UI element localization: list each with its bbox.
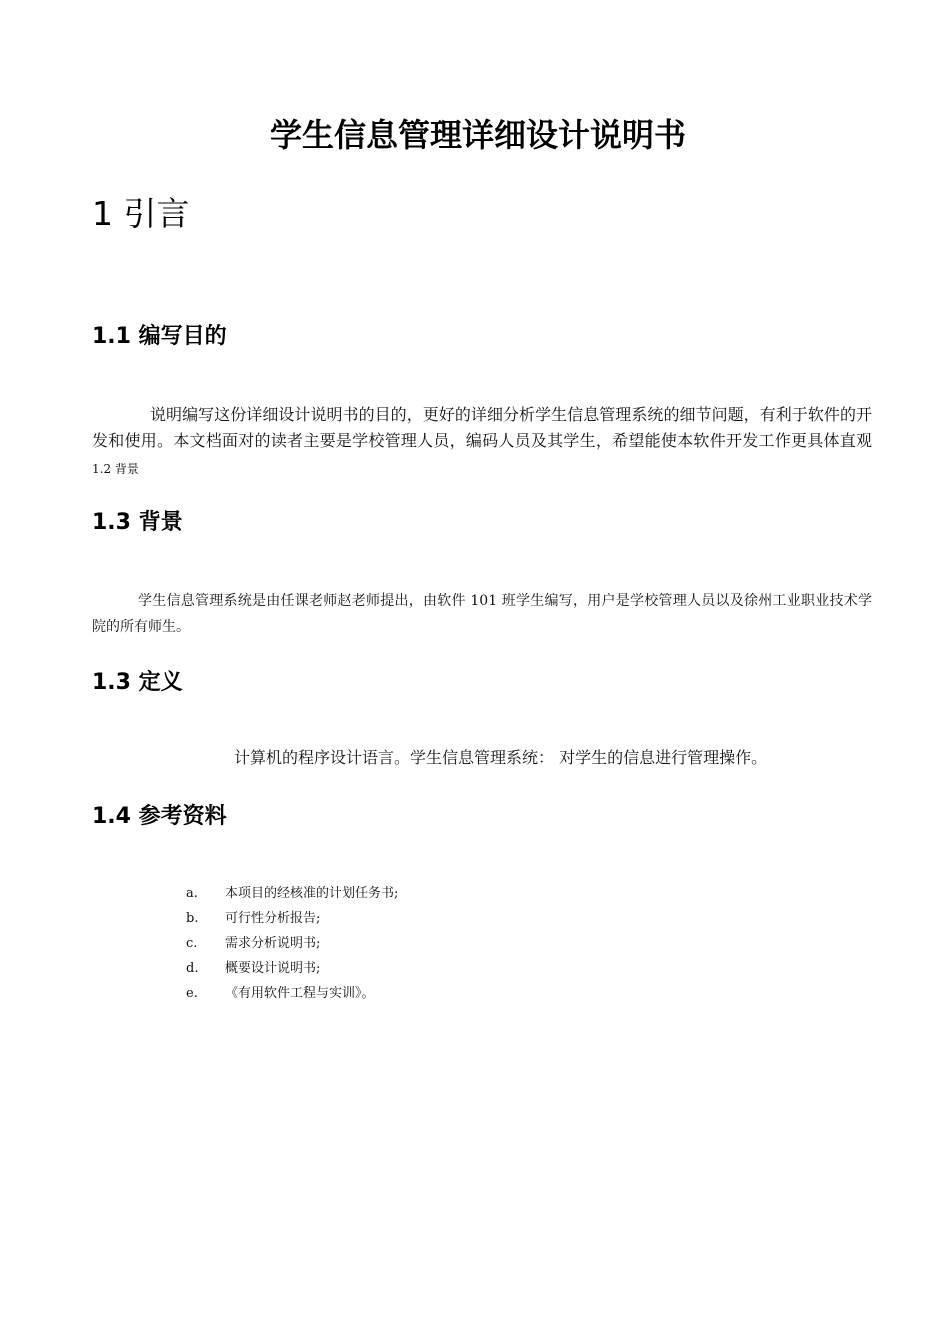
chapter-heading-introduction: 1 引言 xyxy=(92,194,190,233)
section-heading-purpose: 1.1 编写目的 xyxy=(92,324,227,349)
list-marker: c. xyxy=(186,936,198,951)
list-item-text: 可行性分析报告; xyxy=(225,911,321,926)
list-item-text: 需求分析说明书; xyxy=(225,936,321,951)
purpose-paragraph xyxy=(92,402,872,482)
list-marker: b. xyxy=(186,911,199,926)
section-heading-definition: 1.3 定义 xyxy=(92,670,183,695)
purpose-inline-subheading: 1.2 背景 xyxy=(92,462,139,476)
list-item-text: 本项目的经核准的计划任务书; xyxy=(225,886,399,901)
list-item-text: 《有用软件工程与实训》。 xyxy=(225,986,375,1001)
list-item xyxy=(186,956,398,981)
background-paragraph: 学生信息管理系统是由任课老师赵老师提出，由软件 101 班学生编写，用户是学校管理人员以及徐州工业职业技术学院的所有师生。 xyxy=(92,593,872,635)
list-item xyxy=(186,981,398,1006)
list-item-text: 概要设计说明书; xyxy=(225,961,321,976)
list-marker: d. xyxy=(186,961,199,976)
definition-paragraph: 计算机的程序设计语言。学生信息管理系统： 对学生的信息进行管理操作。 xyxy=(234,748,768,767)
purpose-text: 说明编写这份详细设计说明书的目的，更好的详细分析学生信息管理系统的细节问题，有利于软件的开发和使用。本文档面对的读者主要是学校管理人员，编码人员及其学生，希望能使本软件开发工作更具体直观 xyxy=(92,405,872,450)
document-title: 学生信息管理详细设计说明书 xyxy=(269,116,686,154)
section-heading-background: 1.3 背景 xyxy=(92,510,183,535)
list-item xyxy=(186,906,398,931)
section-heading-references: 1.4 参考资料 xyxy=(92,804,227,829)
list-marker: e. xyxy=(186,986,198,1001)
references-list xyxy=(186,881,398,1006)
list-item xyxy=(186,881,398,906)
list-marker: a. xyxy=(186,886,198,901)
list-item xyxy=(186,931,398,956)
